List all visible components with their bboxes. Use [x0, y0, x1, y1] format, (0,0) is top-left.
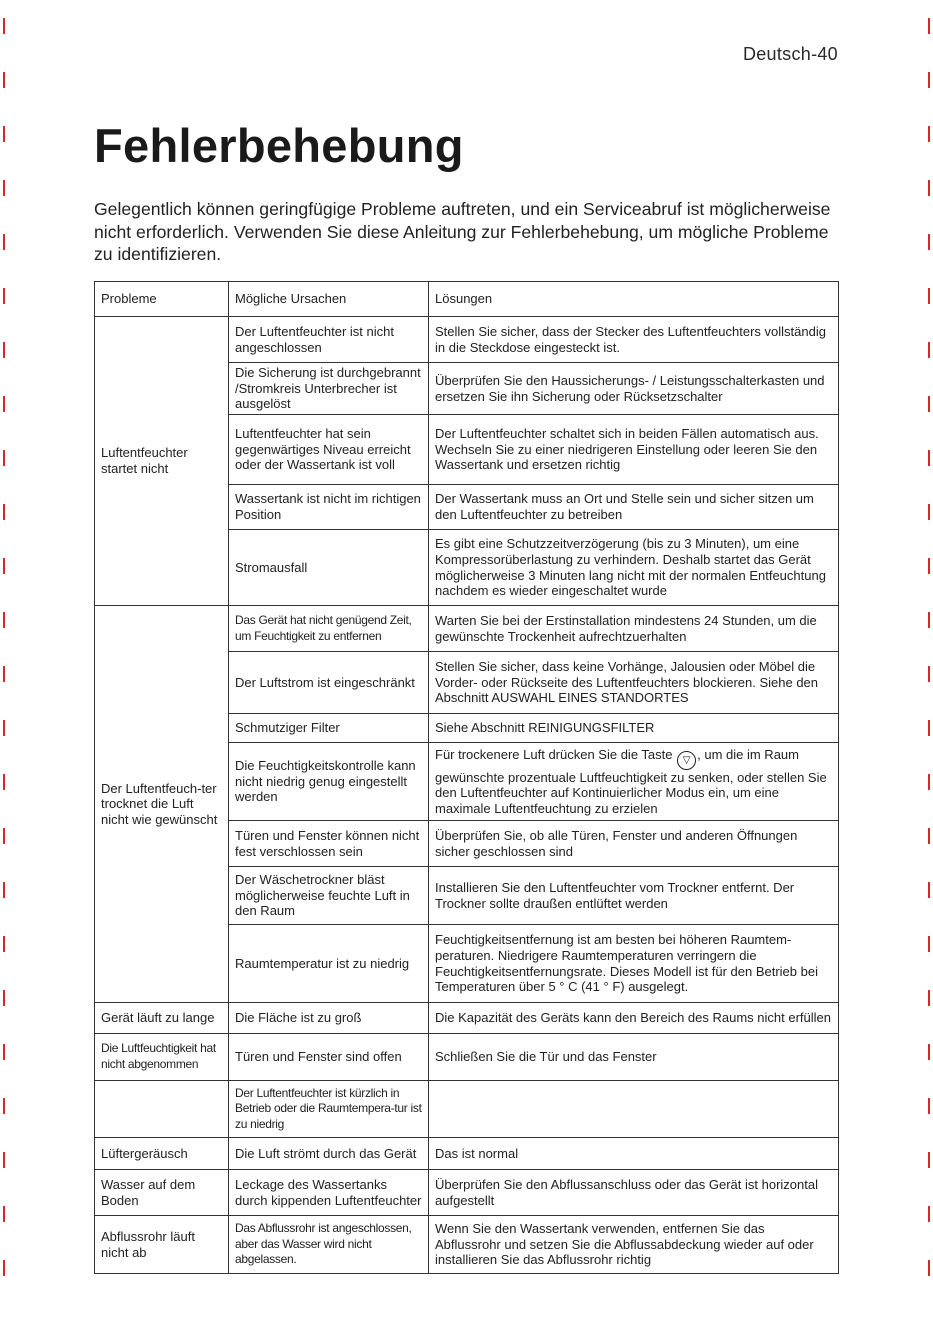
cause-cell: Die Luft strömt durch das Gerät	[229, 1138, 429, 1170]
table-row	[95, 1003, 839, 1034]
crop-mark	[928, 180, 930, 196]
crop-mark	[3, 342, 5, 358]
table-row	[95, 1138, 839, 1170]
crop-mark	[928, 72, 930, 88]
crop-mark	[3, 180, 5, 196]
crop-mark	[928, 504, 930, 520]
solution-cell: Siehe Abschnitt REINIGUNGSFILTER	[429, 714, 839, 743]
cause-cell: Der Luftstrom ist eingeschränkt	[229, 652, 429, 714]
crop-mark	[3, 612, 5, 628]
solution-cell: Es gibt eine Schutzzeitverzögerung (bis zu 3 Minuten), um eine Kompressorüberlastung zu verhindern. Deshalb startet das Gerät möglicherweise 3 Minuten lang nicht mit der normalen Entfeuchtung nachdem es wieder eingeschaltet wurde	[429, 530, 839, 606]
solution-cell	[429, 1081, 839, 1138]
crop-mark	[928, 1206, 930, 1222]
crop-mark	[3, 288, 5, 304]
cause-cell: Schmutziger Filter	[229, 714, 429, 743]
solution-text: Für trockenere Luft drücken Sie die Taste	[435, 746, 673, 762]
cause-cell: Wassertank ist nicht im richtigen Position	[229, 485, 429, 530]
solution-cell: Installieren Sie den Luftentfeuchter vom Trockner entfernt. Der Trockner sollte draußen entlüftet werden	[429, 867, 839, 925]
solution-cell	[429, 743, 839, 821]
table-row	[95, 1081, 839, 1138]
problem-cell: Wasser auf dem Boden	[95, 1170, 229, 1216]
cause-cell: Stromausfall	[229, 530, 429, 606]
solution-cell: Das ist normal	[429, 1138, 839, 1170]
crop-mark	[3, 1206, 5, 1222]
crop-mark	[928, 396, 930, 412]
cause-cell: Der Luftentfeuchter ist nicht angeschlossen	[229, 317, 429, 363]
cause-cell: Türen und Fenster können nicht fest verschlossen sein	[229, 821, 429, 867]
solution-cell: Überprüfen Sie den Abflussanschluss oder das Gerät ist horizontal aufgestellt	[429, 1170, 839, 1216]
crop-mark	[928, 288, 930, 304]
crop-mark	[3, 450, 5, 466]
table-row	[95, 317, 839, 363]
problem-cell: Der Luftentfeuch-ter trocknet die Luft nicht wie gewünscht	[95, 606, 229, 1003]
crop-mark	[928, 936, 930, 952]
problem-cell: Abflussrohr läuft nicht ab	[95, 1216, 229, 1274]
table-row	[95, 606, 839, 652]
page-number: Deutsch-40	[742, 44, 838, 64]
crop-mark	[928, 126, 930, 142]
solution-text: , um die im Raum gewünschte prozentuale Luftfeuchtigkeit zu senken, oder stellen Sie den Luftentfeuchter auf Kontinuierlicher Modus ein, um eine maximale Luftentfeuchtung zu erzielen	[435, 746, 827, 816]
problem-cell	[95, 1081, 229, 1138]
crop-mark	[3, 18, 5, 34]
crop-mark	[928, 234, 930, 250]
crop-mark	[928, 882, 930, 898]
header-solutions: Lösungen	[429, 282, 839, 317]
cause-cell: Der Luftentfeuchter ist kürzlich in Betrieb oder die Raumtempera-tur ist zu niedrig	[229, 1081, 429, 1138]
problem-cell: Die Luftfeuchtigkeit hat nicht abgenommen	[95, 1034, 229, 1081]
crop-mark	[928, 990, 930, 1006]
cause-cell: Raumtemperatur ist zu niedrig	[229, 925, 429, 1003]
crop-mark	[928, 18, 930, 34]
crop-mark	[3, 936, 5, 952]
crop-mark	[928, 342, 930, 358]
crop-mark	[928, 828, 930, 844]
solution-cell: Der Luftentfeuchter schaltet sich in beiden Fällen automatisch aus. Wechseln Sie zu einer niedrigeren Einstellung oder leeren Sie den Wassertank und ersetzen richtig	[429, 415, 839, 485]
crop-mark	[3, 774, 5, 790]
solution-cell: Überprüfen Sie den Haussicherungs- / Leistungsschalterkasten und ersetzen Sie ihn Sicherung oder Rücksetzschalter	[429, 363, 839, 415]
solution-cell: Stellen Sie sicher, dass der Stecker des Luftentfeuchters vollständig in die Steckdose eingesteckt ist.	[429, 317, 839, 363]
cause-cell: Der Wäschetrockner bläst möglicherweise feuchte Luft in den Raum	[229, 867, 429, 925]
header-causes: Mögliche Ursachen	[229, 282, 429, 317]
cause-cell: Die Feuchtigkeitskontrolle kann nicht niedrig genug eingestellt werden	[229, 743, 429, 821]
crop-mark	[928, 1044, 930, 1060]
crop-mark	[3, 666, 5, 682]
solution-cell: Schließen Sie die Tür und das Fenster	[429, 1034, 839, 1081]
crop-mark	[3, 126, 5, 142]
table-header-row	[95, 282, 839, 317]
crop-mark	[3, 504, 5, 520]
crop-mark	[928, 558, 930, 574]
crop-mark	[928, 1152, 930, 1168]
crop-mark	[3, 1044, 5, 1060]
crop-mark	[3, 1260, 5, 1276]
cause-cell: Das Abflussrohr ist angeschlossen, aber das Wasser wird nicht abgelassen.	[229, 1216, 429, 1274]
crop-mark	[3, 1098, 5, 1114]
crop-mark	[928, 612, 930, 628]
cause-cell: Türen und Fenster sind offen	[229, 1034, 429, 1081]
crop-mark	[3, 1152, 5, 1168]
problem-cell: Gerät läuft zu lange	[95, 1003, 229, 1034]
crop-mark	[928, 1098, 930, 1114]
crop-mark	[928, 450, 930, 466]
cause-cell: Leckage des Wassertanks durch kippenden Luftentfeuchter	[229, 1170, 429, 1216]
crop-mark	[3, 990, 5, 1006]
crop-mark	[928, 1260, 930, 1276]
crop-mark	[3, 396, 5, 412]
crop-mark	[3, 72, 5, 88]
crop-mark	[3, 558, 5, 574]
problem-cell: Luftentfeuchter startet nicht	[95, 317, 229, 606]
intro-paragraph: Gelegentlich können geringfügige Probleme auftreten, und ein Serviceabruf ist möglicherweise nicht erforderlich. Verwenden Sie diese Anleitung zur Fehlerbehebung, um mögliche Probleme zu identifizieren.	[94, 199, 831, 264]
crop-mark	[3, 720, 5, 736]
solution-cell: Der Wassertank muss an Ort und Stelle sein und sicher sitzen um den Luftentfeuchter zu betreiben	[429, 485, 839, 530]
page-title: Fehlerbehebung	[94, 119, 464, 172]
problem-cell: Lüftergeräusch	[95, 1138, 229, 1170]
troubleshooting-table	[94, 281, 839, 1274]
table-row	[95, 1034, 839, 1081]
table-row	[95, 1216, 839, 1274]
crop-mark	[3, 828, 5, 844]
solution-cell: Feuchtigkeitsentfernung ist am besten bei höheren Raumtem-peraturen. Niedrigere Raumtemperaturen verringern die Feuchtigkeitsentfernungsrate. Dieses Modell ist für den Betrieb bei Temperaturen über 5 ° C (41 ° F) ausgelegt.	[429, 925, 839, 1003]
solution-cell: Wenn Sie den Wassertank verwenden, entfernen Sie das Abflussrohr und setzen Sie die Abflussabdeckung wieder auf oder installieren Sie das Abflussrohr richtig	[429, 1216, 839, 1274]
crop-mark	[928, 720, 930, 736]
solution-cell: Die Kapazität des Geräts kann den Bereich des Raums nicht erfüllen	[429, 1003, 839, 1034]
crop-mark	[928, 666, 930, 682]
cause-cell: Die Sicherung ist durchgebrannt /Stromkreis Unterbrecher ist ausgelöst	[229, 363, 429, 415]
solution-cell: Warten Sie bei der Erstinstallation mindestens 24 Stunden, um die gewünschte Trockenheit aufrechtzuerhalten	[429, 606, 839, 652]
solution-cell: Stellen Sie sicher, dass keine Vorhänge, Jalousien oder Möbel die Vorder- oder Rückseite des Luftentfeuchters blockieren. Siehe den Abschnitt AUSWAHL EINES STANDORTES	[429, 652, 839, 714]
humidity-down-button-icon: ▽	[677, 751, 696, 770]
header-problems: Probleme	[95, 282, 229, 317]
cause-cell: Das Gerät hat nicht genügend Zeit, um Feuchtigkeit zu entfernen	[229, 606, 429, 652]
cause-cell: Die Fläche ist zu groß	[229, 1003, 429, 1034]
crop-mark	[3, 882, 5, 898]
cause-cell: Luftentfeuchter hat sein gegenwärtiges Niveau erreicht oder der Wassertank ist voll	[229, 415, 429, 485]
crop-mark	[928, 774, 930, 790]
table-row	[95, 1170, 839, 1216]
solution-cell: Überprüfen Sie, ob alle Türen, Fenster und anderen Öffnungen sicher geschlossen sind	[429, 821, 839, 867]
crop-mark	[3, 234, 5, 250]
